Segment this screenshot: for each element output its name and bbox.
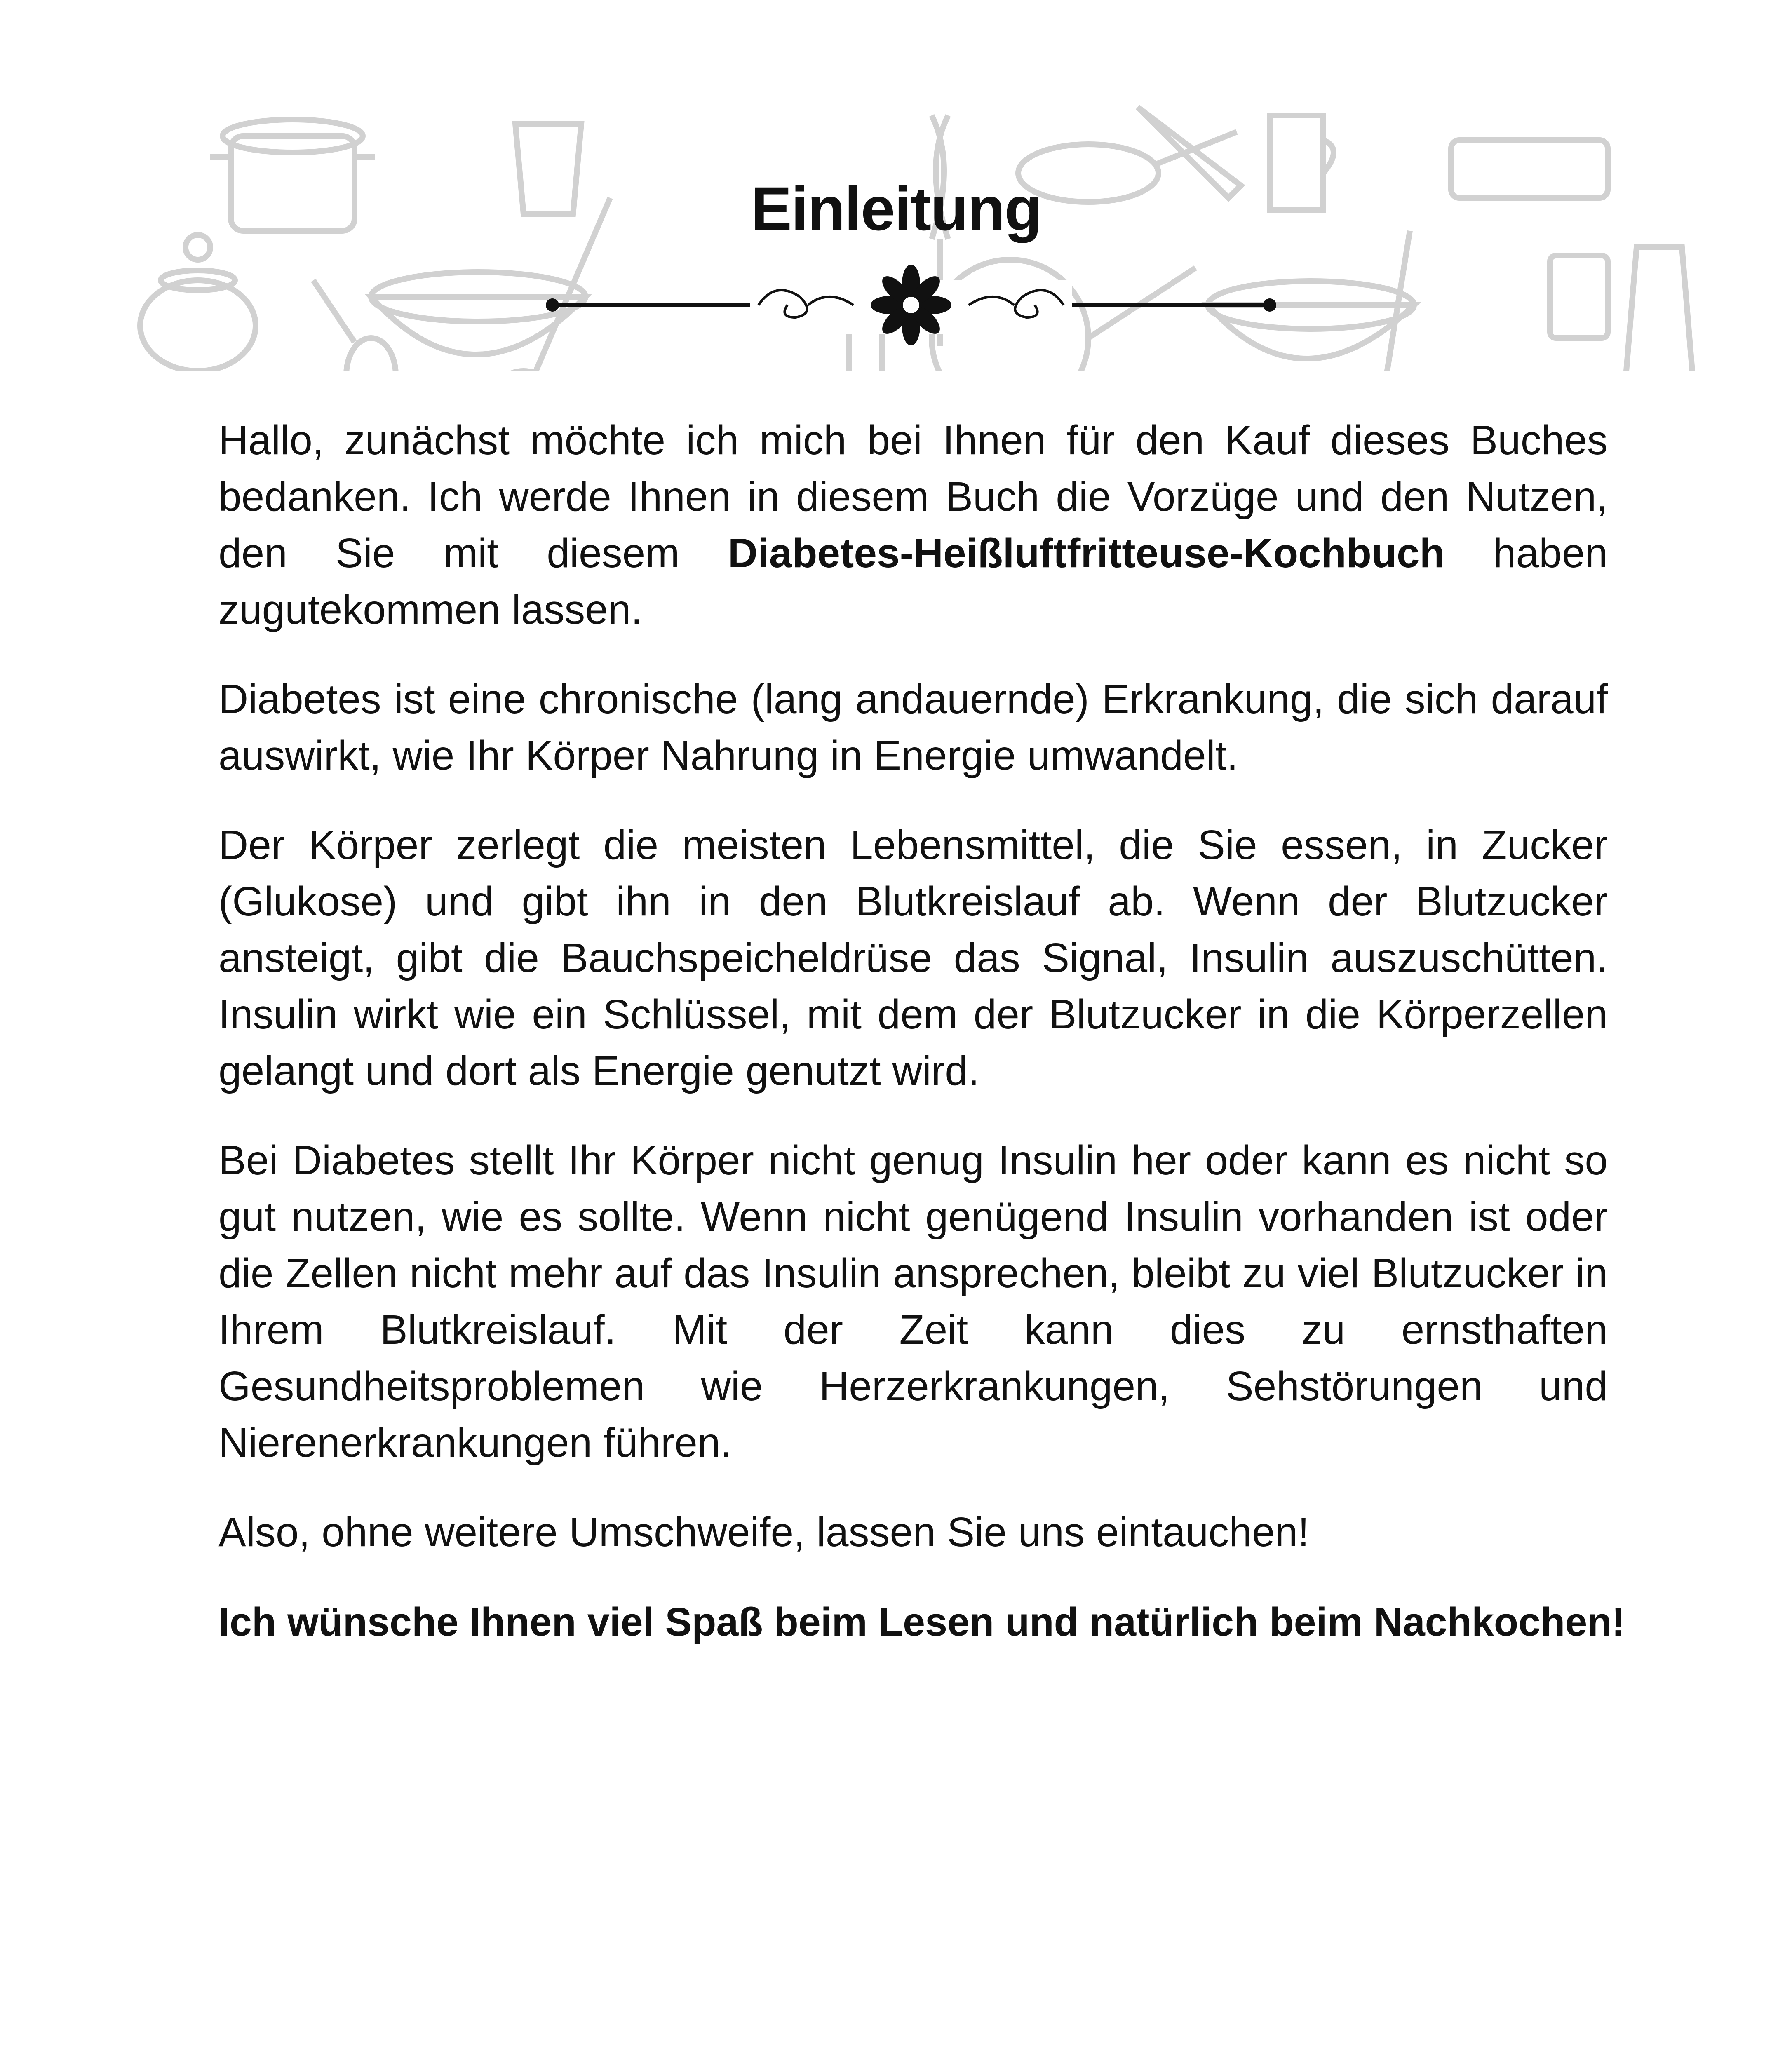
paragraph-2: Diabetes ist eine chronische (lang andauernde) Erkrankung, die sich darauf auswirkt, wie Ihr Körper Nahrung in Energie umwandelt. (218, 676, 1608, 779)
intro-text (218, 412, 1625, 1683)
flower-divider-icon (544, 264, 1278, 363)
grater-icon (1624, 247, 1694, 371)
page-title: Einleitung (751, 174, 1041, 243)
closing-line: Ich wünsche Ihnen viel Spaß beim Lesen und natürlich beim Nachkochen! (218, 1599, 1625, 1644)
paragraph-1 (218, 412, 1608, 638)
paragraph-1-text-end: haben zugutekommen lassen. (218, 530, 1608, 633)
paragraph-4: Bei Diabetes stellt Ihr Körper nicht genug Insulin her oder kann es nicht so gut nutzen, wie es sollte. Wenn nicht genügend Insulin vorhanden ist oder die Zellen nicht mehr auf das Insulin ansprechen, bleibt zu viel Blutzucker in Ihrem Blutkreislauf. Mit der Zeit kann dies zu ernsthaften Gesundheitsproblemen wie Herzerkrankungen, Sehstörungen und Nierenerkrankungen führen. (218, 1137, 1608, 1466)
paragraph-1-text: Hallo, zunächst möchte ich mich bei Ihnen für den Kauf dieses Buches bedanken. Ich werde Ihnen in diesem Buch die Vorzüge und den Nutzen, den Sie mit diesem (218, 417, 1608, 576)
paragraph-5: Also, ohne weitere Umschweife, lassen Sie uns eintauchen! (218, 1509, 1309, 1555)
calculator-icon (1550, 256, 1608, 338)
ladle-icon (1348, 231, 1410, 371)
sugar-pot-icon (140, 235, 256, 371)
paragraph-3: Der Körper zerlegt die meisten Lebensmittel, die Sie essen, in Zucker (Glukose) und gibt ihn in den Blutkreislauf ab. Wenn der Blutzucker ansteigt, gibt die Bauchspeicheldrüse das Signal, Insulin auszuschütten. Insulin wirkt wie ein Schlüssel, mit dem der Blutzucker in die Körperzellen gelangt und dort als Energie genutzt wird. (218, 822, 1608, 1094)
book-title-bold: Diabetes-Heißluftfritteuse-Kochbuch (728, 530, 1445, 576)
